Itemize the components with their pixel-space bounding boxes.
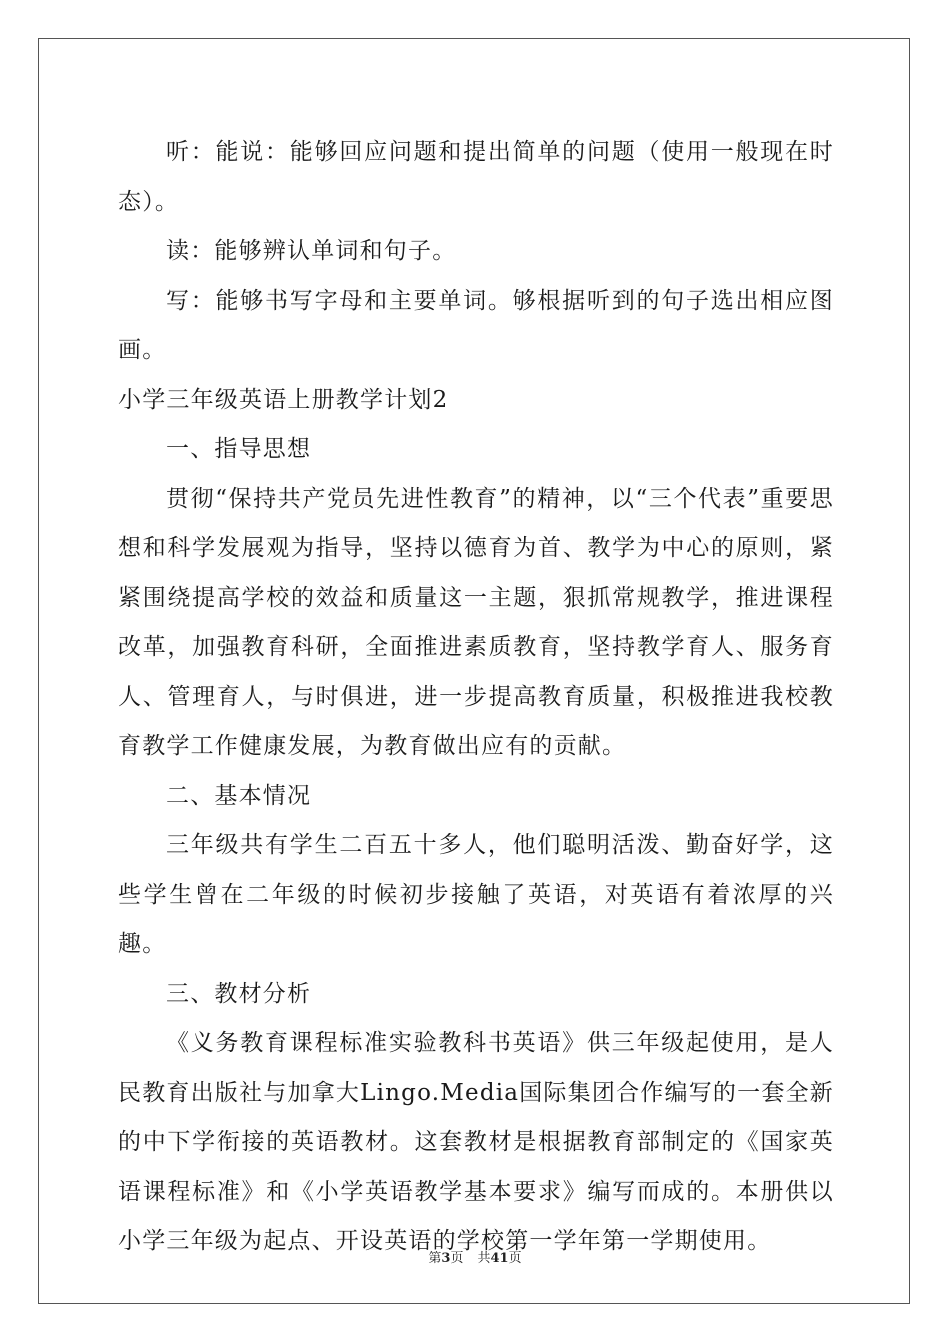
section-title: 小学三年级英语上册教学计划2: [118, 386, 449, 413]
page-total-suffix: 页: [508, 1251, 522, 1266]
paragraph-reading: 读：能够辨认单词和句子。: [166, 238, 457, 264]
page-total-prefix: 共: [477, 1251, 491, 1266]
page-number-prefix: 第: [428, 1251, 442, 1266]
heading-guiding-ideology: 一、指导思想: [166, 436, 312, 462]
document-body: [118, 128, 834, 1267]
paragraph-basic-situation: 三年级共有学生二百五十多人，他们聪明活泼、勤奋好学，这些学生曾在二年级的时候初步接触了英语，对英语有着浓厚的兴趣。: [118, 832, 834, 957]
page-total-count: 41: [490, 1251, 509, 1266]
paragraph-guiding-ideology: 贯彻“保持共产党员先进性教育”的精神，以“三个代表”重要思想和科学发展观为指导，坚持以德育为首、教学为中心的原则，紧紧围绕提高学校的效益和质量这一主题，狠抓常规教学，推进课程改革，加强教育科研，全面推进素质教育，坚持教学育人、服务育人、管理育人，与时俱进，进一步提高教育质量，积极推进我校教育教学工作健康发展，为教育做出应有的贡献。: [118, 485, 834, 759]
page-footer: [0, 1247, 950, 1266]
paragraph-textbook-analysis: 《义务教育课程标准实验教科书英语》供三年级起使用，是人民教育出版社与加拿大Lingo.Media国际集团合作编写的一套全新的中下学衔接的英语教材。这套教材是根据教育部制定的《国家英语课程标准》和《小学英语教学基本要求》编写而成的。本册供以小学三年级为起点、开设英语的学校第一学年第一学期使用。: [118, 1030, 834, 1254]
heading-textbook-analysis: 三、教材分析: [166, 980, 312, 1007]
paragraph-listening: 听：能说：能够回应问题和提出简单的问题（使用一般现在时态）。: [118, 139, 834, 215]
paragraph-writing: 写：能够书写字母和主要单词。够根据听到的句子选出相应图画。: [118, 287, 834, 363]
heading-basic-situation: 二、基本情况: [166, 782, 312, 809]
page-number-current: 3: [441, 1251, 451, 1266]
page-number-suffix: 页: [450, 1251, 464, 1266]
